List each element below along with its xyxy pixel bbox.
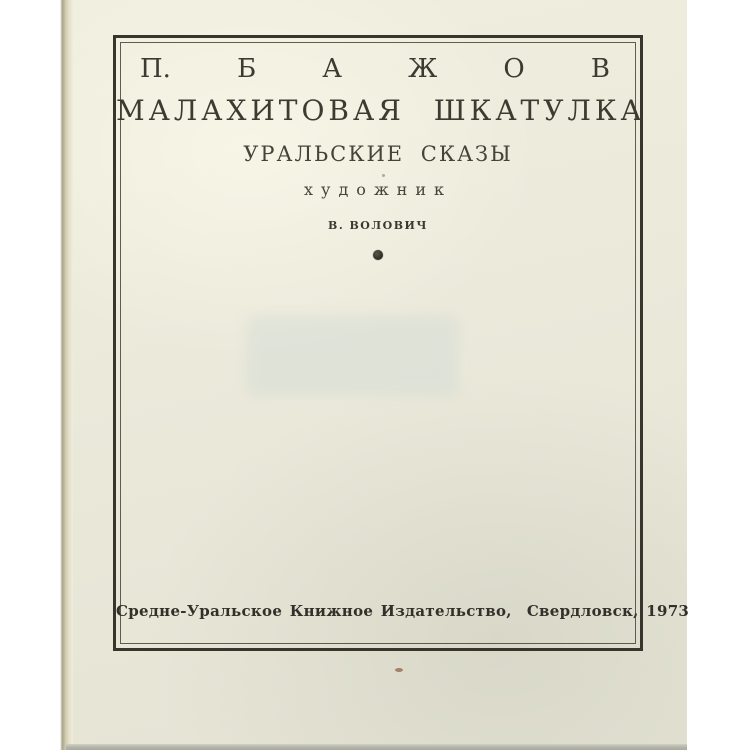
- page-bottom-edge: [66, 744, 687, 750]
- book-page: [60, 0, 690, 750]
- separator-dot-icon: [373, 250, 383, 260]
- book-title: МАЛАХИТОВАЯ ШКАТУЛКА: [116, 94, 646, 127]
- author-letter: А: [322, 54, 342, 84]
- paper-speck: [395, 668, 403, 672]
- ink-fleck: [382, 174, 385, 177]
- book-spine-edge: [60, 0, 73, 750]
- artist-label: художник: [304, 180, 452, 199]
- title-frame: [113, 35, 690, 651]
- book-subtitle: УРАЛЬСКИЕ СКАЗЫ: [243, 142, 513, 166]
- imprint-line: Средне-Уральское Книжное Издательство, Свердловск, 1973: [116, 602, 690, 620]
- title-frame-inner-rule: [120, 42, 636, 644]
- author-letter: В: [590, 54, 610, 84]
- author-letter: Ж: [408, 54, 438, 84]
- author-letter: Б: [237, 54, 257, 84]
- author-letter: О: [503, 54, 525, 84]
- artist-name: В. ВОЛОВИЧ: [328, 219, 428, 232]
- author-letter: П.: [140, 54, 171, 84]
- author-line: [140, 55, 610, 85]
